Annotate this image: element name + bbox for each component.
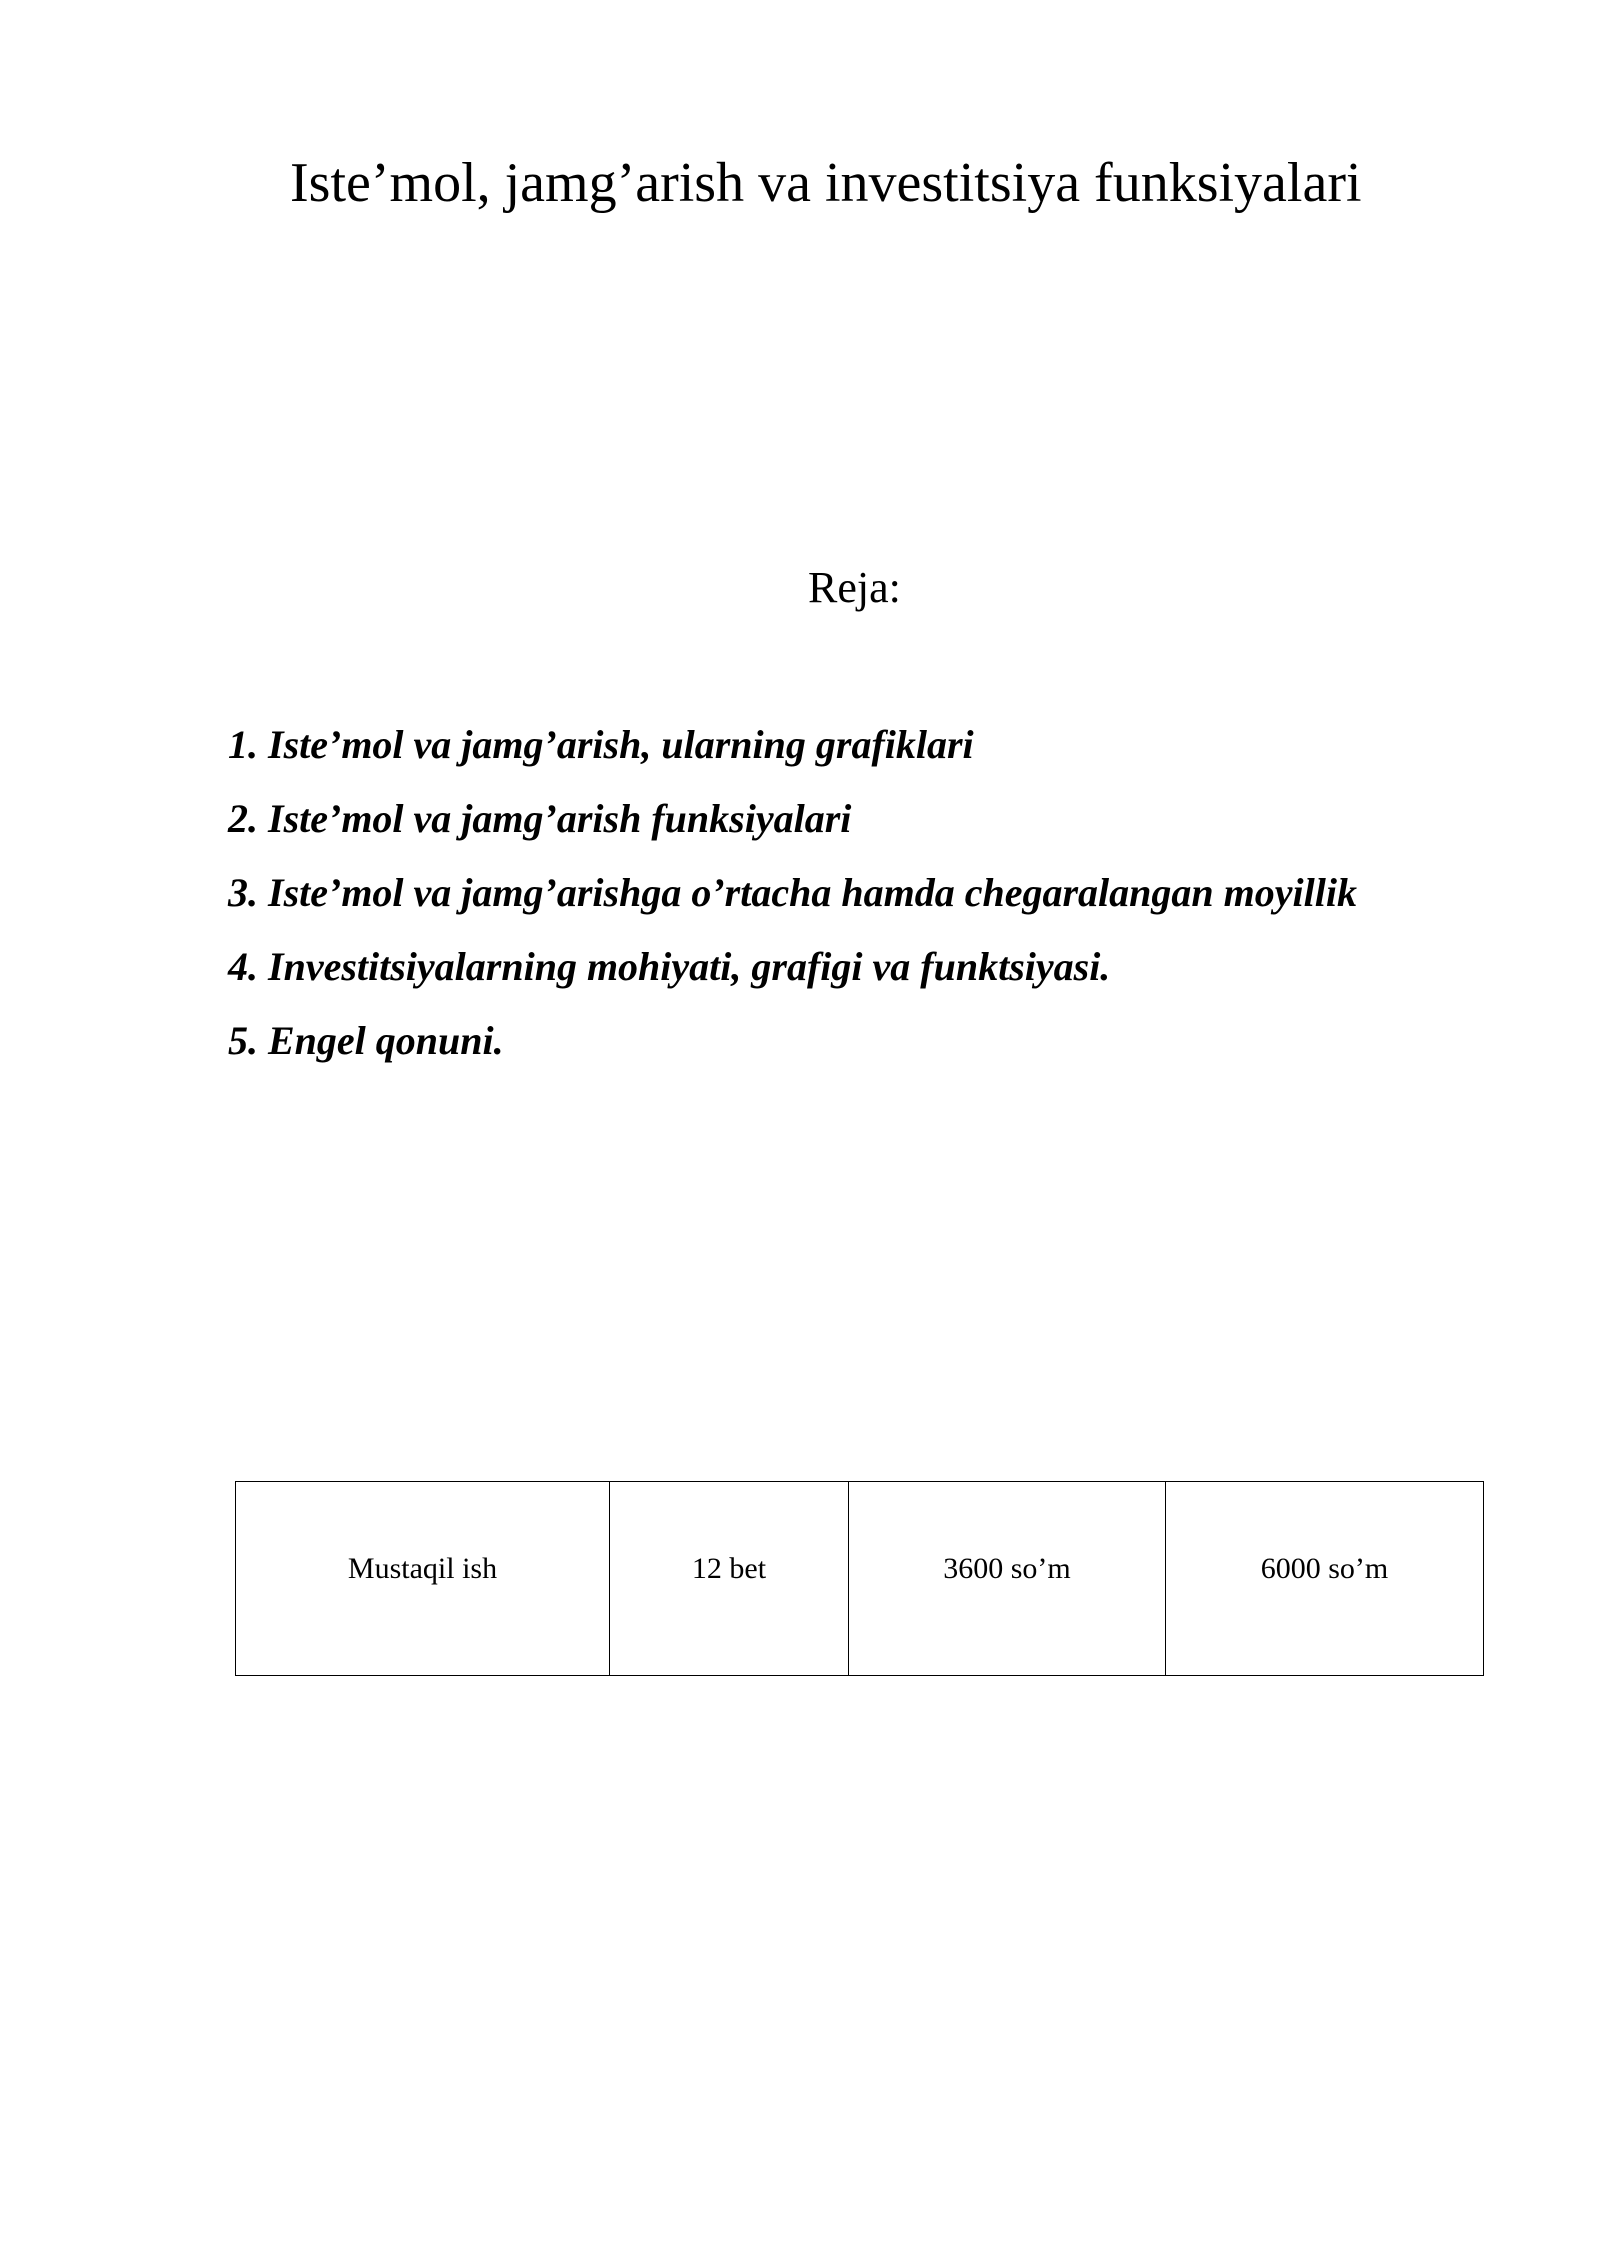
plan-heading: Reja:	[808, 563, 901, 612]
cell-text: 3600 so’m	[943, 1551, 1071, 1585]
document-title: Iste’mol, jamg’arish va investitsiya funksiyalari	[290, 152, 1362, 214]
table-row	[236, 1482, 1484, 1676]
table-cell-page-count	[610, 1482, 849, 1676]
cell-text: 6000 so’m	[1260, 1551, 1389, 1585]
table-cell-price-1	[849, 1482, 1166, 1676]
table-cell-price-2	[1166, 1482, 1484, 1676]
cell-text: Mustaqil ish	[347, 1551, 498, 1585]
plan-item: 5. Engel qonuni.	[228, 1018, 504, 1063]
info-table	[235, 1481, 1484, 1676]
plan-item: 4. Investitsiyalarning mohiyati, grafigi va funktsiyasi.	[228, 944, 1111, 989]
plan-item: 2. Iste’mol va jamg’arish funksiyalari	[228, 796, 852, 841]
table-cell-work-type	[236, 1482, 610, 1676]
cell-text: 12 bet	[691, 1551, 767, 1585]
plan-item: 3. Iste’mol va jamg’arishga o’rtacha hamda chegaralangan moyillik	[228, 870, 1357, 915]
plan-item: 1. Iste’mol va jamg’arish, ularning grafiklari	[228, 722, 974, 767]
plan-list	[228, 708, 1357, 1078]
